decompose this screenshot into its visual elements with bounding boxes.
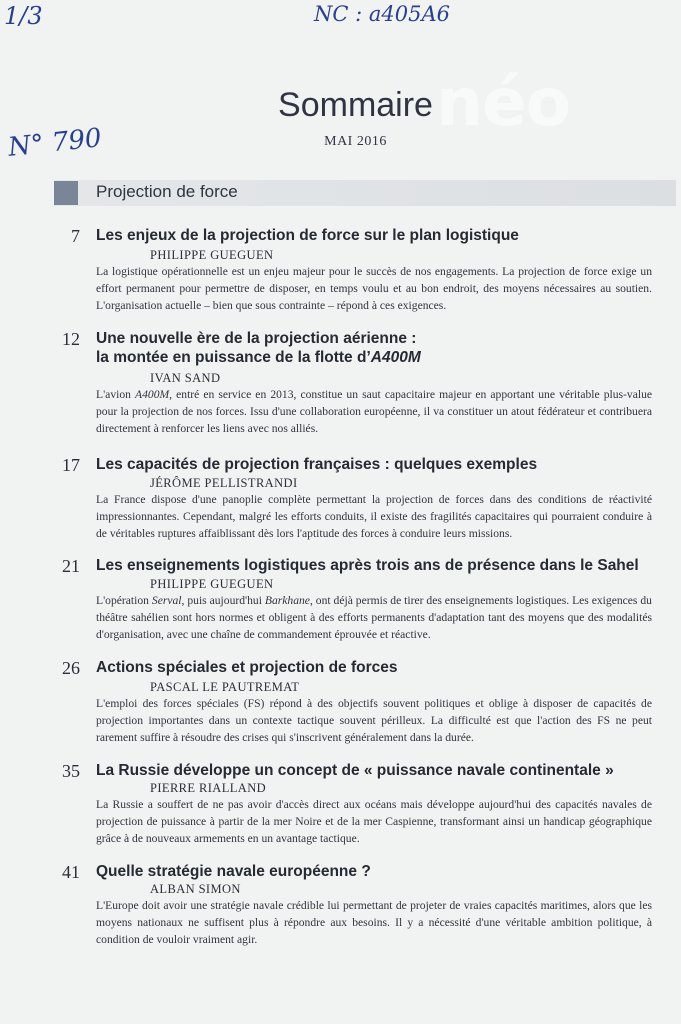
section-marker-icon	[54, 181, 78, 205]
handwritten-corner-mark: 1/3	[4, 2, 43, 30]
article-title-model: A400M	[370, 349, 421, 366]
article-title-line1: Une nouvelle ère de la projection aérienne :	[96, 330, 417, 347]
article-title: Les enjeux de la projection de force sur le plan logistique	[96, 227, 519, 244]
page-number: 7	[71, 226, 80, 246]
page-title: Sommaire	[278, 86, 433, 124]
page-number: 35	[62, 761, 80, 781]
article-summary	[96, 387, 652, 437]
handwritten-reference: NC : a405A6	[314, 2, 450, 26]
summary-operation: Serval	[151, 594, 182, 607]
article-summary: L'Europe doit avoir une stratégie navale crédible lui permettant de projeter de vraies capacités maritimes, alors que les moyens nationaux ne suffisent plus à répondre aux besoins. Il y a nécessité d'une véritable ambition politique, à condition de vouloir vraiment agir.	[96, 899, 652, 946]
article-author: PASCAL LE PAUTREMAT	[150, 680, 300, 694]
article-summary: La logistique opérationnelle est un enjeu majeur pour le succès de nos engagements. La projection de force exige un effort permanent pour permettre de disposer, en temps voulu et au bon endroit, des moyens nécessaires au soutien. L'organisation actuelle – bien que sous contrainte – répond à ces exigences.	[96, 265, 652, 312]
article-author: PIERRE RIALLAND	[150, 781, 267, 795]
summary-operation: Barkhane	[264, 594, 310, 607]
article-author: ALBAN SIMON	[150, 882, 241, 896]
section-label: Projection de force	[96, 182, 238, 201]
article-summary	[96, 593, 652, 643]
article-summary: L'emploi des forces spéciales (FS) répond à des objectifs souvent politiques et oblige à disposer de capacités de projection importantes dans un contexte tactique souvent périlleux. La difficulté est que l'action des FS ne peut rarement suffire à résoudre des crises qui s'inscrivent généralement dans la durée.	[96, 697, 652, 744]
summary-text: , entré en service en 2013, constitue un saut capacitaire majeur en apportant une véritable plus-value pour la projection de nos forces. Issu d'une collaboration européenne, il va constituer un atout fédérateur et contribuera directement à renforcer les liens avec nos alliés.	[96, 388, 653, 435]
article-title	[96, 329, 666, 367]
article-author: PHILIPPE GUEGUEN	[150, 577, 274, 591]
article-title: La Russie développe un concept de « puissance navale continentale »	[96, 762, 614, 779]
page-number: 17	[62, 455, 80, 475]
page-number: 21	[62, 556, 80, 576]
article-author: JÉRÔME PELLISTRANDI	[150, 476, 298, 490]
watermark-logo: néo	[436, 64, 571, 141]
handwritten-issue-number: N° 790	[6, 123, 103, 163]
summary-model: A400M	[135, 388, 170, 401]
summary-text: L'opération	[96, 594, 152, 607]
page-number: 26	[62, 658, 80, 678]
summary-text: , puis aujourd'hui	[181, 594, 265, 607]
article-summary: La Russie a souffert de ne pas avoir d'accès direct aux océans mais développe aujourd'hui des capacités navales de projection de puissance à partir de la mer Noire et de la mer Caspienne, transformant ainsi un handicap géographique grâce à de nouveaux armements en un avantage tactique.	[96, 798, 652, 845]
article-title-line2: la montée en puissance de la flotte d’	[96, 349, 371, 366]
issue-date: MAI 2016	[324, 134, 387, 149]
article-title: Quelle stratégie navale européenne ?	[96, 863, 371, 880]
page-number: 12	[62, 329, 80, 349]
article-title: Les enseignements logistiques après trois ans de présence dans le Sahel	[96, 557, 639, 574]
summary-text: L'avion	[96, 388, 136, 401]
article-title: Les capacités de projection françaises : quelques exemples	[96, 456, 538, 473]
article-title: Actions spéciales et projection de forces	[96, 659, 398, 676]
section-header	[54, 180, 676, 206]
summary-text: , ont déjà permis de tirer des enseignements logistiques. Les exigences du théâtre sahélien sont hors normes et obligent à des efforts permanents d'adaptation tant des moyens que des modalités d'organisation, avec une chaîne de commandement éprouvée et réactive.	[96, 594, 652, 641]
article-summary: La France dispose d'une panoplie complète permettant la projection de forces dans des conditions de réactivité impressionnantes. Cependant, malgré les efforts conduits, il existe des fragilités capacitaires qui pourraient conduire à de véritables ruptures affaiblissant dès lors l'aptitude des forces à conduire leurs missions.	[96, 493, 652, 540]
article-author: IVAN SAND	[150, 371, 221, 385]
page-number: 41	[62, 862, 80, 882]
article-author: PHILIPPE GUEGUEN	[150, 248, 274, 262]
